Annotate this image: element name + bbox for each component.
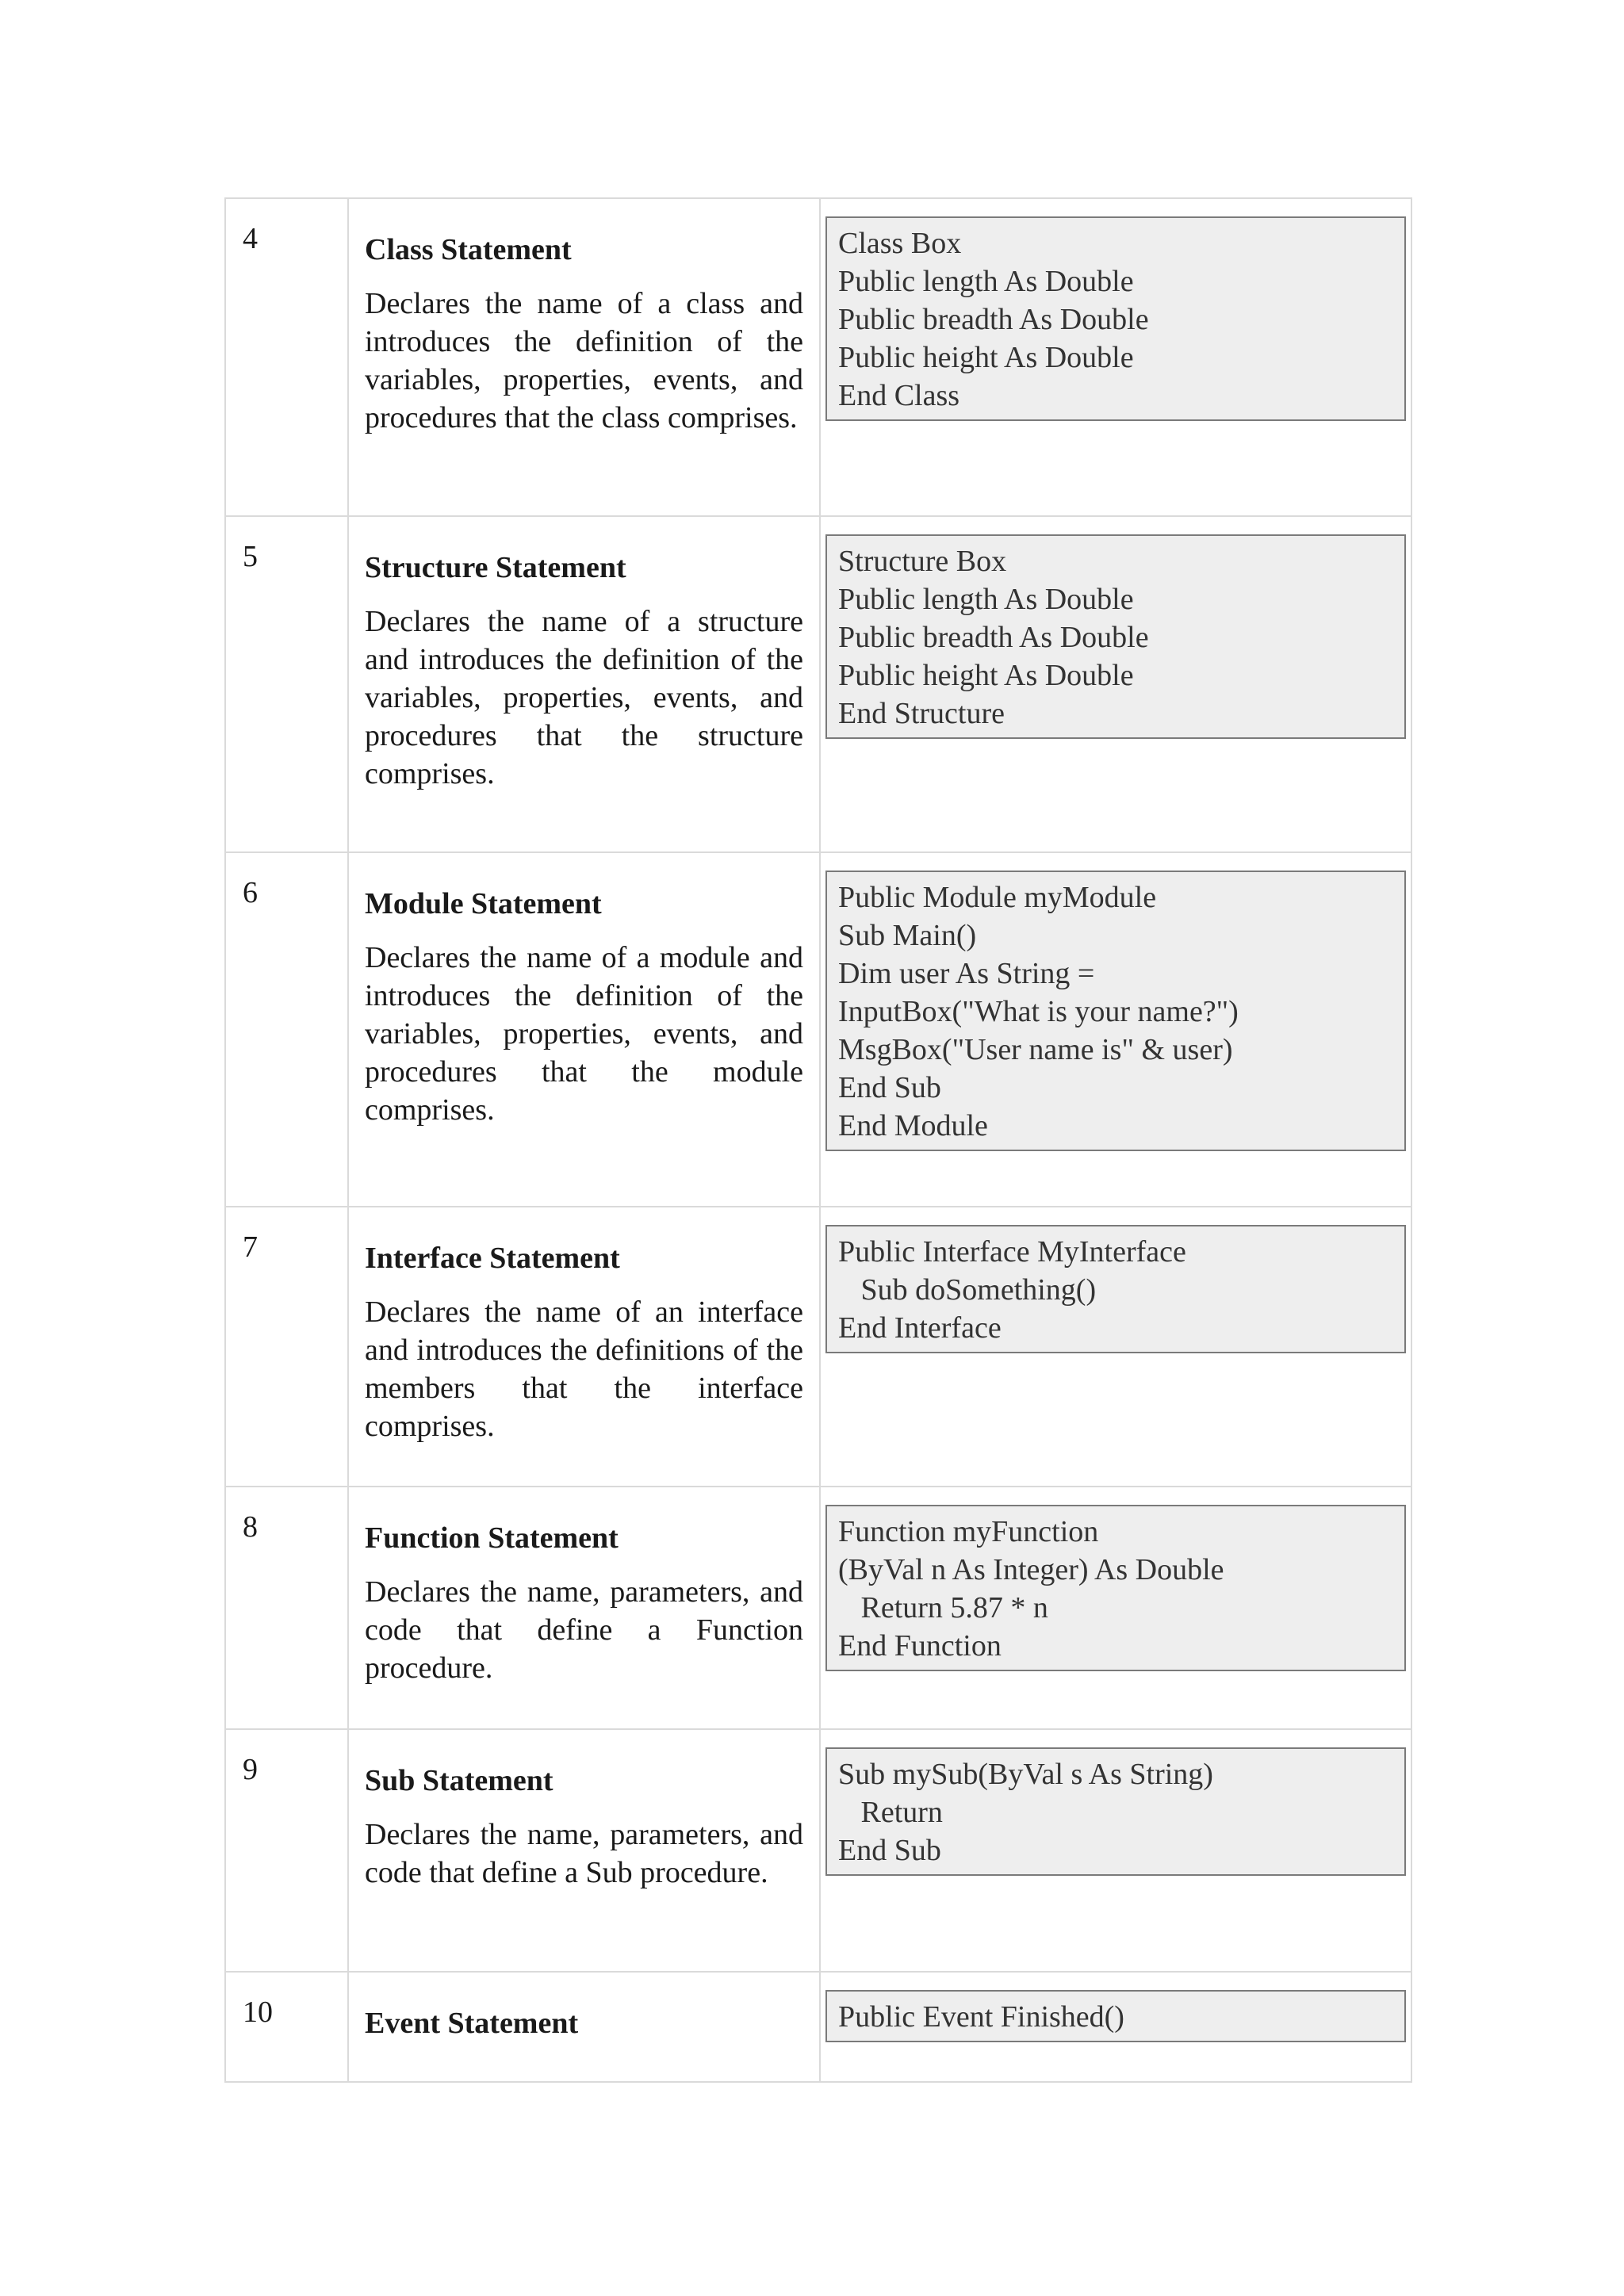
statement-description: Declares the name of a class and introduces the definition of the variables, properties, events, and procedures that the class comprises.	[365, 287, 803, 434]
statement-title: Function Statement	[365, 1521, 619, 1555]
row-number: 5	[225, 516, 348, 852]
code-cell	[820, 1729, 1411, 1972]
row-number: 10	[225, 1972, 348, 2082]
table-row	[225, 198, 1411, 516]
code-line: Sub mySub(ByVal s As String)	[838, 1758, 1213, 1791]
row-number: 6	[225, 852, 348, 1207]
code-line: Public length As Double	[838, 583, 1134, 616]
code-line: Function myFunction	[838, 1515, 1099, 1548]
code-cell	[820, 852, 1411, 1207]
row-number: 7	[225, 1207, 348, 1487]
row-number: 9	[225, 1729, 348, 1972]
statement-title: Class Statement	[365, 233, 572, 266]
statement-title: Sub Statement	[365, 1764, 553, 1797]
description-cell	[348, 198, 820, 516]
code-line: Public breadth As Double	[838, 303, 1149, 336]
code-cell	[820, 1972, 1411, 2082]
row-number: 8	[225, 1487, 348, 1729]
code-line: End Class	[838, 379, 960, 412]
statement-description: Declares the name of an interface and introduces the definitions of the members that the interface comprises.	[365, 1295, 803, 1443]
code-example	[825, 1505, 1406, 1671]
code-line: End Function	[838, 1629, 1002, 1663]
code-line: InputBox("What is your name?")	[838, 995, 1239, 1028]
code-line: MsgBox("User name is" & user)	[838, 1033, 1233, 1066]
statements-table	[224, 197, 1412, 2083]
table-row	[225, 1729, 1411, 1972]
code-cell	[820, 198, 1411, 516]
code-line: End Structure	[838, 697, 1005, 730]
code-line: Return	[838, 1796, 943, 1829]
statement-description: Declares the name, parameters, and code that define a Function procedure.	[365, 1575, 803, 1685]
statement-title: Structure Statement	[365, 551, 626, 584]
statement-description: Declares the name, parameters, and code that define a Sub procedure.	[365, 1818, 803, 1889]
code-example	[825, 1990, 1406, 2042]
code-line: Structure Box	[838, 545, 1007, 578]
statement-description: Declares the name of a structure and introduces the definition of the variables, properties, events, and procedures that the structure comprises.	[365, 605, 803, 790]
code-line: Dim user As String =	[838, 957, 1095, 990]
code-line: Sub Main()	[838, 919, 977, 952]
code-line: End Sub	[838, 1071, 941, 1104]
code-example	[825, 534, 1406, 739]
row-number: 4	[225, 198, 348, 516]
code-cell	[820, 1207, 1411, 1487]
table-row	[225, 1487, 1411, 1729]
code-example	[825, 216, 1406, 421]
table-row	[225, 1972, 1411, 2082]
code-cell	[820, 516, 1411, 852]
statement-title: Interface Statement	[365, 1242, 620, 1275]
code-line: Public Event Finished()	[838, 2000, 1124, 2034]
code-line: End Interface	[838, 1311, 1002, 1345]
code-line: Public breadth As Double	[838, 621, 1149, 654]
code-line: (ByVal n As Integer) As Double	[838, 1553, 1224, 1586]
code-line: Public Module myModule	[838, 881, 1157, 914]
description-cell	[348, 516, 820, 852]
code-line: Public height As Double	[838, 341, 1134, 374]
code-example	[825, 1747, 1406, 1876]
description-cell	[348, 852, 820, 1207]
code-line: Class Box	[838, 227, 962, 260]
table-row	[225, 516, 1411, 852]
statement-title: Event Statement	[365, 2007, 579, 2040]
code-line: Sub doSomething()	[838, 1273, 1097, 1307]
description-cell	[348, 1729, 820, 1972]
table-row	[225, 852, 1411, 1207]
statement-title: Module Statement	[365, 887, 602, 920]
statement-description: Declares the name of a module and introduces the definition of the variables, properties, events, and procedures that the module comprises.	[365, 941, 803, 1127]
code-line: End Module	[838, 1109, 988, 1142]
code-line: Public height As Double	[838, 659, 1134, 692]
code-line: Return 5.87 * n	[838, 1591, 1048, 1624]
code-cell	[820, 1487, 1411, 1729]
description-cell	[348, 1207, 820, 1487]
code-line: End Sub	[838, 1834, 941, 1867]
code-example	[825, 871, 1406, 1151]
code-example	[825, 1225, 1406, 1353]
description-cell	[348, 1487, 820, 1729]
description-cell	[348, 1972, 820, 2082]
code-line: Public length As Double	[838, 265, 1134, 298]
code-line: Public Interface MyInterface	[838, 1235, 1186, 1269]
table-row	[225, 1207, 1411, 1487]
